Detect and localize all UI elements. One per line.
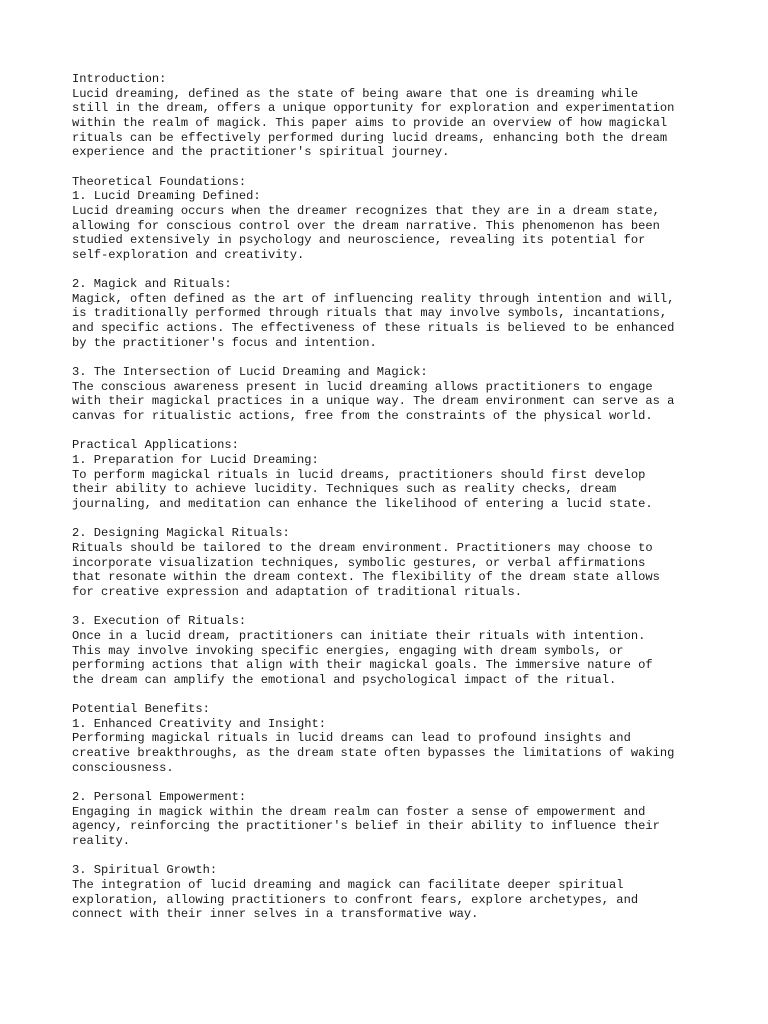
document-page	[72, 72, 712, 937]
practical-item-2	[72, 526, 712, 599]
paragraph-line: consciousness.	[72, 760, 174, 775]
paragraph-line: exploration, allowing practitioners to confront fears, explore archetypes, and	[72, 892, 639, 907]
subsection-title: 2. Designing Magickal Rituals:	[72, 526, 290, 541]
paragraph-line: Rituals should be tailored to the dream environment. Practitioners may choose to	[72, 540, 653, 555]
paragraph-line: their ability to achieve lucidity. Techniques such as reality checks, dream	[72, 482, 617, 497]
paragraph-line: rituals can be effectively performed during lucid dreams, enhancing both the dream	[72, 130, 668, 145]
paragraph-line: agency, reinforcing the practitioner's belief in their ability to influence their	[72, 819, 660, 834]
paragraph-line: incorporate visualization techniques, symbolic gestures, or verbal affirmations	[72, 555, 646, 570]
paragraph-line: Engaging in magick within the dream realm can foster a sense of empowerment and	[72, 804, 646, 819]
paragraph-line: Magick, often defined as the art of influencing reality through intention and will,	[72, 291, 675, 306]
paragraph-line: experience and the practitioner's spiritual journey.	[72, 145, 450, 160]
practical-item-3	[72, 614, 712, 687]
paragraph-line: Lucid dreaming, defined as the state of being aware that one is dreaming while	[72, 86, 639, 101]
subsection-title: 3. The Intersection of Lucid Dreaming and Magick:	[72, 365, 428, 380]
paragraph-line: reality.	[72, 834, 131, 848]
subsection-title: 1. Enhanced Creativity and Insight:	[72, 716, 327, 731]
subsection-title: 3. Execution of Rituals:	[72, 614, 247, 629]
paragraph-line: that resonate within the dream context. The flexibility of the dream state allows	[72, 570, 660, 585]
theory-item-1	[72, 175, 712, 263]
paragraph-line: creative breakthroughs, as the dream state often bypasses the limitations of waking	[72, 746, 675, 761]
theory-item-3	[72, 365, 712, 424]
paragraph-line: Performing magickal rituals in lucid dreams can lead to profound insights and	[72, 731, 631, 746]
paragraph-line: self-exploration and creativity.	[72, 247, 305, 262]
introduction-section	[72, 72, 712, 160]
paragraph-line: The conscious awareness present in lucid dreaming allows practitioners to engage	[72, 379, 653, 394]
paragraph-line: The integration of lucid dreaming and magick can facilitate deeper spiritual	[72, 877, 624, 892]
practical-item-1	[72, 438, 712, 511]
paragraph-line: allowing for conscious control over the dream narrative. This phenomenon has been	[72, 218, 660, 233]
section-heading: Potential Benefits:	[72, 702, 210, 717]
paragraph-line: and specific actions. The effectiveness of these rituals is believed to be enhanced	[72, 321, 675, 336]
benefits-item-3	[72, 863, 712, 922]
subsection-title: 1. Preparation for Lucid Dreaming:	[72, 453, 319, 467]
subsection-title: 3. Spiritual Growth:	[72, 863, 218, 878]
paragraph-line: performing actions that align with their magickal goals. The immersive nature of	[72, 658, 653, 673]
section-heading: Theoretical Foundations:	[72, 174, 247, 189]
paragraph-line: within the realm of magick. This paper aims to provide an overview of how magickal	[72, 115, 668, 130]
paragraph-line: the dream can amplify the emotional and psychological impact of the ritual.	[72, 672, 617, 687]
paragraph-line: canvas for ritualistic actions, free from the constraints of the physical world.	[72, 409, 653, 424]
subsection-title: 2. Personal Empowerment:	[72, 790, 247, 805]
paragraph-line: for creative expression and adaptation of traditional rituals.	[72, 584, 522, 599]
section-heading: Practical Applications:	[72, 438, 239, 453]
paragraph-line: Lucid dreaming occurs when the dreamer recognizes that they are in a dream state,	[72, 203, 660, 218]
benefits-item-1	[72, 702, 712, 775]
paragraph-line: still in the dream, offers a unique opportunity for exploration and experimentation	[72, 101, 675, 116]
paragraph-line: connect with their inner selves in a transformative way.	[72, 907, 479, 922]
theory-item-2	[72, 277, 712, 350]
paragraph-line: This may involve invoking specific energies, engaging with dream symbols, or	[72, 643, 624, 658]
benefits-item-2	[72, 790, 712, 849]
paragraph-line: is traditionally performed through rituals that may involve symbols, incantations,	[72, 306, 668, 321]
paragraph-line: by the practitioner's focus and intention.	[72, 335, 377, 350]
subsection-title: 1. Lucid Dreaming Defined:	[72, 189, 261, 204]
paragraph-line: studied extensively in psychology and neuroscience, revealing its potential for	[72, 233, 646, 248]
paragraph-line: journaling, and meditation can enhance the likelihood of entering a lucid state.	[72, 496, 653, 511]
paragraph-line: with their magickal practices in a unique way. The dream environment can serve as a	[72, 394, 675, 409]
section-heading: Introduction:	[72, 72, 167, 86]
paragraph-line: Once in a lucid dream, practitioners can initiate their rituals with intention.	[72, 628, 646, 643]
subsection-title: 2. Magick and Rituals:	[72, 277, 232, 292]
paragraph-line: To perform magickal rituals in lucid dreams, practitioners should first develop	[72, 467, 646, 482]
